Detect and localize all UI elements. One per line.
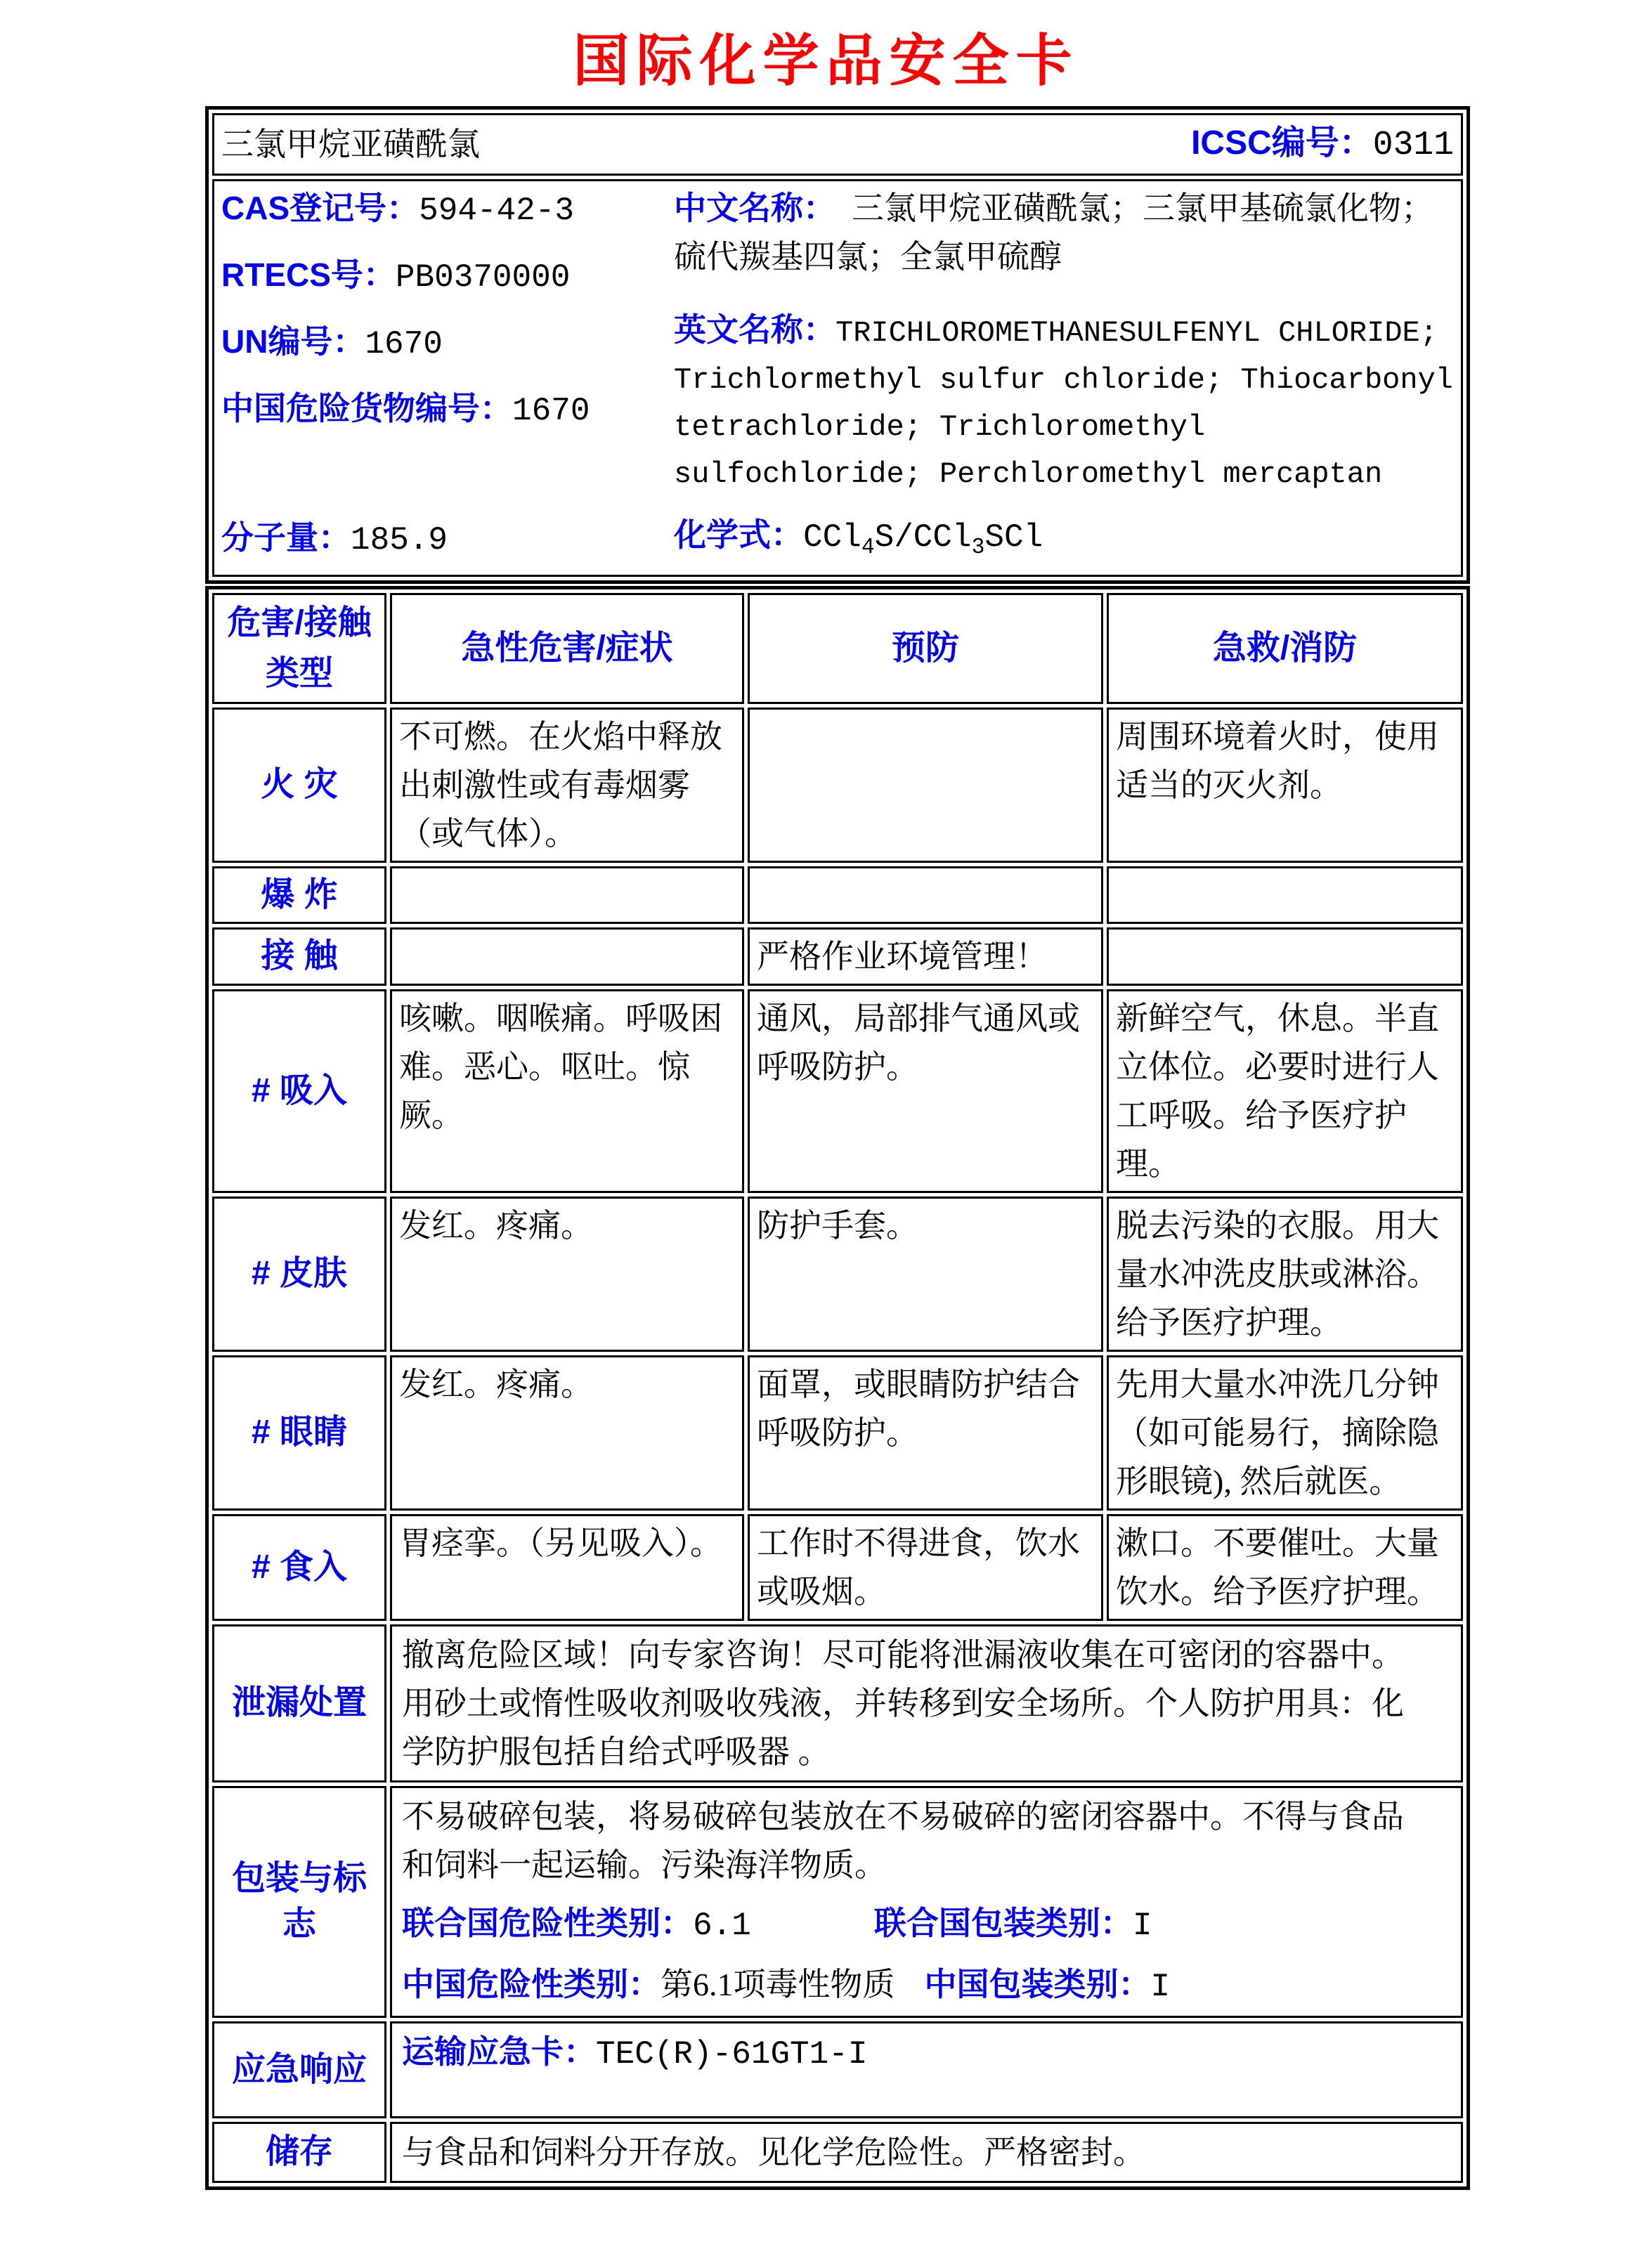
row-fire — [212, 708, 1463, 863]
row-label: 泄漏处置 — [212, 1624, 386, 1782]
cell-prevention: 防护手套。 — [748, 1197, 1103, 1352]
chinese-names — [674, 184, 1454, 281]
row-spill — [212, 1624, 1463, 1782]
cell-prevention: 面罩，或眼睛防护结合呼吸防护。 — [748, 1355, 1103, 1511]
row-label: 储存 — [212, 2122, 386, 2183]
row-eyes — [212, 1355, 1463, 1511]
identity-cell — [212, 179, 1463, 577]
cell-firstaid: 脱去污染的衣服。用大量水冲洗皮肤或淋浴。给予医疗护理。 — [1107, 1197, 1463, 1352]
un-label: UN编号： — [221, 323, 365, 360]
cell-symptoms: 发红。疼痛。 — [390, 1197, 744, 1352]
row-label: 接 触 — [212, 927, 386, 986]
formula-label: 化学式： — [674, 516, 803, 553]
mw-label: 分子量： — [221, 519, 351, 556]
icsc-number — [1191, 118, 1454, 171]
spill-text: 撤离危险区域！向专家咨询！尽可能将泄漏液收集在可密闭的容器中。 用砂土或惰性吸收剂吸收残液，并转移到安全场所。个人防护用具：化 学防护服包括自给式呼吸器 。 — [402, 1637, 1404, 1770]
row-label: 包装与标志 — [212, 1786, 386, 2018]
col-header-prevention: 预防 — [748, 593, 1103, 704]
cell-prevention — [748, 866, 1103, 924]
cell-firstaid — [1107, 927, 1463, 986]
icsc-value: 0311 — [1372, 126, 1454, 164]
cell-symptoms: 胃痉挛。（另见吸入）。 — [390, 1514, 744, 1621]
cn-dg-value: 1670 — [512, 393, 590, 429]
cell-firstaid — [1107, 866, 1463, 924]
transport-card-value: TEC(R)-61GT1-I — [596, 2036, 868, 2073]
row-emergency — [212, 2021, 1463, 2118]
identity-table — [205, 106, 1470, 584]
cell-symptoms — [390, 927, 744, 986]
cell-symptoms: 咳嗽。咽喉痛。呼吸困难。恶心。呕吐。惊厥。 — [390, 989, 744, 1193]
row-label: # 眼睛 — [212, 1355, 386, 1511]
row-inhalation — [212, 989, 1463, 1193]
cell-symptoms: 发红。疼痛。 — [390, 1355, 744, 1511]
cell-packaging — [390, 1786, 1463, 2018]
row-label: # 食入 — [212, 1514, 386, 1621]
chemical-formula — [674, 511, 1454, 565]
col-header-symptoms: 急性危害/症状 — [390, 593, 744, 704]
page-title: 国际化学品安全卡 — [573, 31, 1079, 93]
cell-symptoms — [390, 866, 744, 924]
col-header-firstaid: 急救/消防 — [1107, 593, 1463, 704]
en-name-label: 英文名称： — [674, 311, 835, 348]
safety-card — [205, 106, 1470, 2190]
cn-classification-line — [402, 1960, 1451, 2012]
cell-storage: 与食品和饲料分开存放。见化学危险性。严格密封。 — [390, 2122, 1463, 2183]
row-label: # 皮肤 — [212, 1197, 386, 1352]
zh-name-label: 中文名称： — [674, 190, 819, 226]
cell-firstaid: 先用大量水冲洗几分钟（如可能易行，摘除隐形眼镜), 然后就医。 — [1107, 1355, 1463, 1511]
row-ingestion — [212, 1514, 1463, 1621]
rtecs-value: PB0370000 — [395, 259, 571, 296]
col-header-hazard-type: 危害/接触类型 — [212, 593, 386, 704]
cell-firstaid: 新鲜空气，休息。半直立体位。必要时进行人工呼吸。给予医疗护理。 — [1107, 989, 1463, 1193]
name-cell — [212, 113, 1463, 176]
row-explosion — [212, 866, 1463, 924]
un-value: 1670 — [365, 326, 443, 363]
hazard-table — [205, 586, 1470, 2190]
row-label: # 吸入 — [212, 989, 386, 1193]
formula-value: CCl$_4$S/CCl$_3$SCl — [803, 519, 1043, 561]
row-storage — [212, 2122, 1463, 2183]
un-pack-label: 联合国包装类别： — [873, 1905, 1133, 1941]
cell-symptoms: 不可燃。在火焰中释放出刺激性或有毒烟雾（或气体）。 — [390, 708, 744, 863]
rtecs-label: RTECS号： — [221, 256, 396, 293]
cell-prevention: 严格作业环境管理！ — [748, 927, 1103, 986]
cn-dg-label: 中国危险货物编号： — [221, 390, 512, 426]
cell-firstaid: 漱口。不要催吐。大量饮水。给予医疗护理。 — [1107, 1514, 1463, 1621]
row-label: 应急响应 — [212, 2021, 386, 2118]
cn-class-label: 中国危险性类别： — [402, 1966, 661, 2002]
row-label: 火 灾 — [212, 708, 386, 863]
transport-card-label: 运输应急卡： — [402, 2033, 596, 2070]
cell-prevention: 工作时不得进食，饮水或吸烟。 — [748, 1514, 1103, 1621]
un-class-label: 联合国危险性类别： — [402, 1905, 693, 1941]
zh-name-value: 三氯甲烷亚磺酰氯；三氯甲基硫氯化物；硫代羰基四氯；全氯甲硫醇 — [674, 190, 1433, 275]
chemical-name: 三氯甲烷亚磺酰氯 — [221, 126, 480, 162]
un-class-value: 6.1 — [693, 1908, 751, 1944]
identity-row — [212, 179, 1463, 577]
cell-prevention: 通风，局部排气通风或呼吸防护。 — [748, 989, 1103, 1193]
english-names — [674, 305, 1454, 497]
row-packaging — [212, 1786, 1463, 2018]
cn-dangerous-goods-number — [221, 384, 657, 436]
header-row — [212, 593, 1463, 704]
cas-value: 594-42-3 — [419, 193, 574, 229]
cas-label: CAS登记号： — [221, 190, 419, 226]
cn-pack-label: 中国包装类别： — [924, 1966, 1151, 2002]
cell-firstaid: 周围环境着火时，使用适当的灭火剂。 — [1107, 708, 1463, 863]
chemical-names — [657, 184, 1454, 569]
un-classification-line — [402, 1899, 1451, 1950]
rtecs-number — [221, 251, 657, 302]
un-pack-value: I — [1132, 1908, 1152, 1944]
un-number — [221, 318, 657, 369]
name-row — [212, 113, 1463, 176]
cn-pack-value: I — [1150, 1969, 1171, 2005]
cn-class-value: 第6.1项毒性物质 — [661, 1967, 895, 2002]
row-skin — [212, 1197, 1463, 1352]
row-label: 爆 炸 — [212, 866, 386, 924]
mw-value: 185.9 — [351, 522, 448, 559]
molecular-weight — [221, 514, 657, 565]
cell-prevention — [748, 708, 1103, 863]
cas-number — [221, 184, 657, 235]
registry-numbers — [221, 184, 657, 569]
cell-spill-disposal — [390, 1624, 1463, 1782]
cell-emergency-response — [390, 2021, 1463, 2118]
en-name-value: TRICHLOROMETHANESULFENYL CHLORIDE; Trichlormethyl sulfur chloride; Thiocarbonyl tetrachloride; Trichloromethyl sulfochloride; Perchloromethyl mercaptan — [674, 316, 1453, 492]
row-exposure — [212, 927, 1463, 986]
icsc-label: ICSC编号： — [1191, 124, 1373, 162]
packaging-text: 不易破碎包装，将易破碎包装放在不易破碎的密闭容器中。不得与食品 和饲料一起运输。污染海洋物质。 — [402, 1799, 1404, 1883]
